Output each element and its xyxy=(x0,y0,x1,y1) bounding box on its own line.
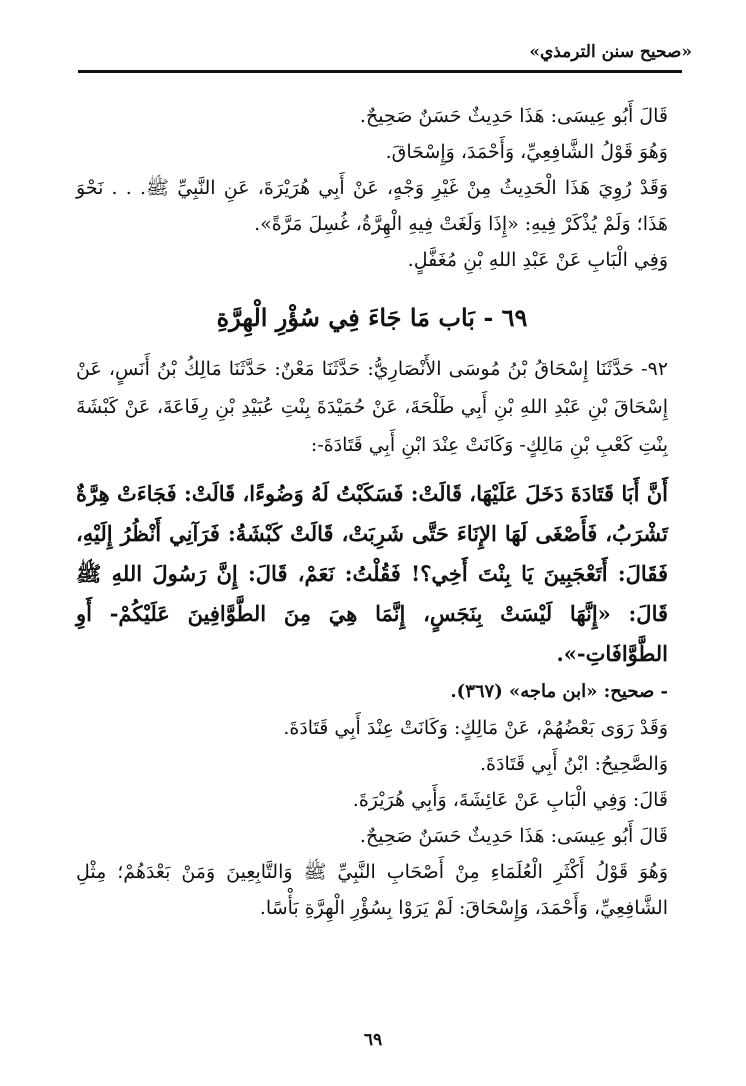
isnad-paragraph: ٩٢- حَدَّثَنَا إِسْحَاقُ بْنُ مُوسَى الأَنْصَارِيُّ: حَدَّثَنَا مَعْنٌ: حَدَّثَنَا مَالِكُ بْنُ أَنَسٍ، عَنْ إِسْحَاقَ بْنِ عَبْدِ اللهِ بْنِ أَبِي طَلْحَةَ، عَنْ حُمَيْدَةَ بِنْتِ عُبَيْدِ بْنِ رِفَاعَةَ، عَنْ كَبْشَةَ بِنْتِ كَعْبِ بْنِ مَالِكٍ- وَكَانَتْ عِنْدَ ابْنِ أَبِي قَتَادَةَ-: xyxy=(76,358,668,456)
header-rule xyxy=(78,70,682,73)
text-line: وَالصَّحِيحُ: ابْنُ أَبِي قَتَادَةَ. xyxy=(480,753,668,775)
text-line: وَقَدْ رَوَى بَعْضُهُمْ، عَنْ مَالِكٍ: وَكَانَتْ عِنْدَ أَبِي قَتَادَةَ. xyxy=(283,717,668,739)
page-body xyxy=(76,98,668,926)
text-line: قَالَ أَبُو عِيسَى: هَذَا حَدِيثٌ حَسَنٌ صَحِيحٌ. xyxy=(359,825,668,847)
text-line: وَفِي الْبَابِ عَنْ عَبْدِ اللهِ بْنِ مُغَفَّلٍ. xyxy=(407,249,668,271)
running-title: «صحيح سنن الترمذي» xyxy=(529,42,692,62)
text-line: قَالَ أَبُو عِيسَى: هَذَا حَدِيثٌ حَسَنٌ صَحِيحٌ. xyxy=(359,105,668,127)
hadith-text: أَنَّ أَبَا قَتَادَةَ دَخَلَ عَلَيْهَا، قَالَتْ: فَسَكَبْتُ لَهُ وَضُوءًا، قَالَتْ: فَجَاءَتْ هِرَّةٌ تَشْرَبُ، فَأَصْغَى لَهَا الإِنَاءَ حَتَّى شَرِبَتْ، قَالَتْ كَبْشَةُ: فَرَآنِي أَنْظُرُ إِلَيْهِ، فَقَالَ: أَتَعْجَبِينَ يَا بِنْتَ أَخِي؟! فَقُلْتُ: نَعَمْ، قَالَ: إِنَّ رَسُولَ اللهِ ﷺ قَالَ: «إِنَّهَا لَيْسَتْ بِنَجَسٍ، إِنَّمَا هِيَ مِنَ الطَّوَّافِينَ عَلَيْكُمْ- أَوِ الطَّوَّافَاتِ-». xyxy=(76,481,668,666)
chapter-heading: ٦٩ - بَاب مَا جَاءَ فِي سُؤْرِ الْهِرَّةِ xyxy=(216,303,528,332)
text-paragraph: وَهُوَ قَوْلُ أَكْثَرِ الْعُلَمَاءِ مِنْ أَصْحَابِ النَّبِيِّ ﷺ وَالتَّابِعِينَ وَمَنْ بَعْدَهُمْ؛ مِثْلِ الشَّافِعِيِّ، وَأَحْمَدَ، وَإِسْحَاقَ: لَمْ يَرَوْا بِسُؤْرِ الْهِرَّةِ بَأْسًا. xyxy=(76,861,668,919)
grading-line: - صحيح: «ابن ماجه» (٣٦٧). xyxy=(450,681,668,702)
page-number: ٦٩ xyxy=(363,1030,383,1050)
text-paragraph: وَقَدْ رُوِيَ هَذَا الْحَدِيثُ مِنْ غَيْرِ وَجْهٍ، عَنْ أَبِي هُرَيْرَةَ، عَنِ النَّبِيِّ ﷺ. . . نَحْوَ هَذَا؛ وَلَمْ يُذْكَرْ فِيهِ: «إِذَا وَلَغَتْ فِيهِ الْهِرَّةُ، غُسِلَ مَرَّةً». xyxy=(76,177,668,235)
text-line: قَالَ: وَفِي الْبَابِ عَنْ عَائِشَةَ، وَأَبِي هُرَيْرَةَ. xyxy=(352,789,668,811)
text-line: وَهُوَ قَوْلُ الشَّافِعِيِّ، وَأَحْمَدَ، وَإِسْحَاقَ. xyxy=(385,141,668,163)
